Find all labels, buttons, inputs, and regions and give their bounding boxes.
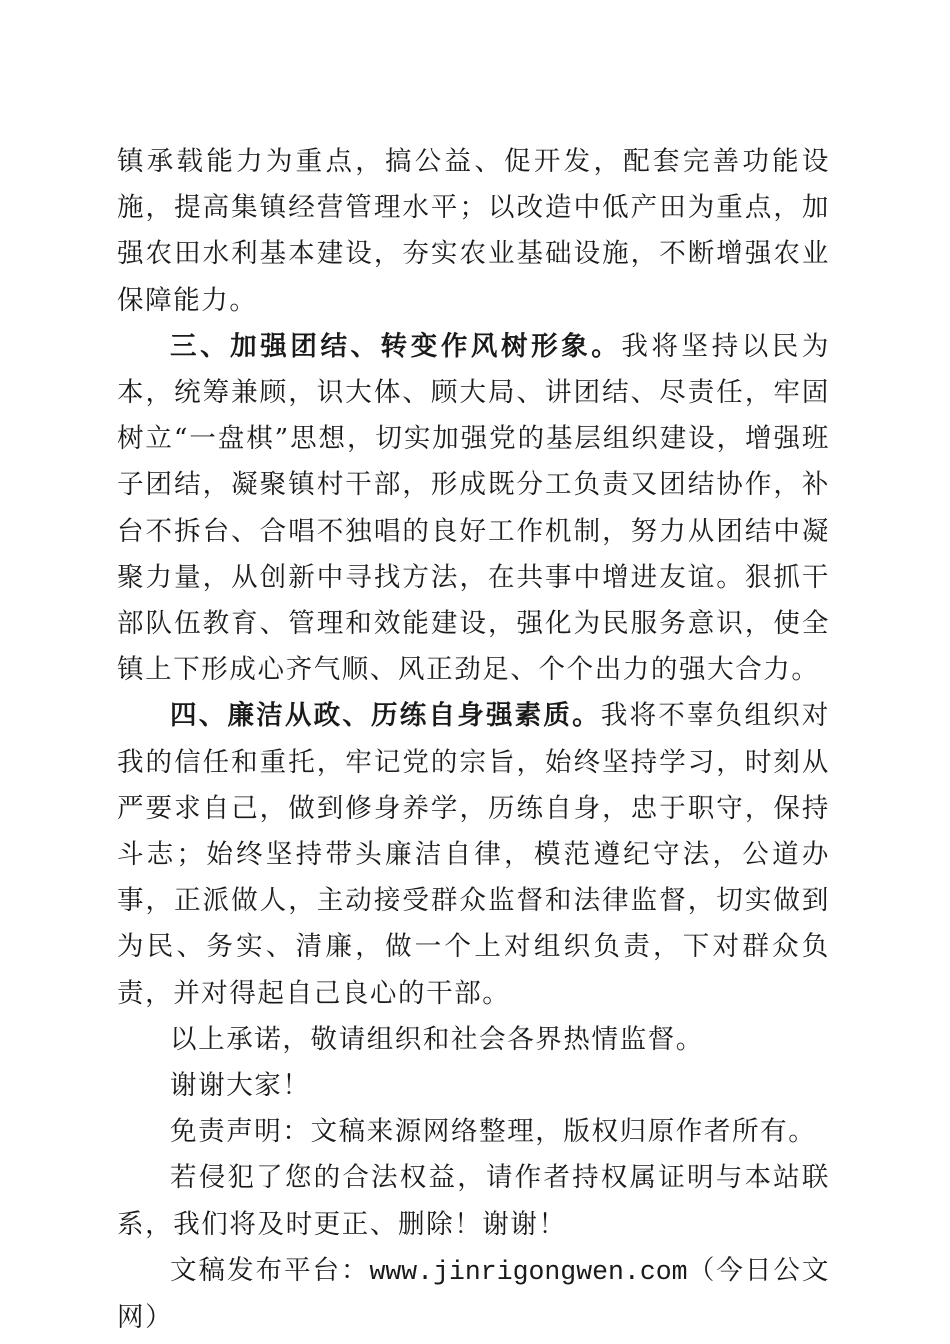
section-4-body: 我将不辜负组织对我的信任和重托，牢记党的宗旨，始终坚持学习，时刻从严要求自己，做到修身养学，历练自身，忠于职守，保持斗志；始终坚持带头廉洁自律，模范遵纪守法，公道办事，正派做人，主动接受群众监督和法律监督，切实做到为民、务实、清廉，做一个上对组织负责，下对群众负责，并对得起自己良心的干部。 <box>117 700 830 1009</box>
platform-url-link[interactable]: www.jinrigongwen.com <box>369 1256 688 1287</box>
paragraph-continuation: 镇承载能力为重点，搞公益、促开发，配套完善功能设施，提高集镇经营管理水平；以改造中低产田为重点，加强农田水利基本建设，夯实农业基础设施，不断增强农业保障能力。 <box>117 146 830 316</box>
section-3-paragraph <box>117 324 830 694</box>
platform-label: 文稿发布平台： <box>170 1254 370 1286</box>
section-3-heading: 三、加强团结、转变作风树形象。 <box>170 330 622 362</box>
section-3-body: 我将坚持以民为本，统筹兼顾，识大体、顾大局、讲团结、尽责任，牢固树立“一盘棋”思想，切实加强党的基层组织建设，增强班子团结，凝聚镇村干部，形成既分工负责又团结协作，补台不拆台、合唱不独唱的良好工作机制，努力从团结中凝聚力量，从创新中寻找方法，在共事中增进友谊。狠抓干部队伍教育、管理和效能建设，强化为民服务意识，使全镇上下形成心齐气顺、风正劲足、个个出力的强大合力。 <box>117 330 831 686</box>
platform-line <box>117 1248 830 1341</box>
infringement-notice: 若侵犯了您的合法权益，请作者持权属证明与本站联系，我们将及时更正、删除！谢谢！ <box>117 1162 830 1240</box>
section-4-paragraph <box>117 693 830 1016</box>
section-4-heading: 四、廉洁从政、历练自身强素质。 <box>170 700 601 732</box>
platform-site-name: （今日公文网） <box>117 1254 831 1334</box>
closing-line: 以上承诺，敬请组织和社会各界热情监督。 <box>170 1023 704 1055</box>
document-page <box>117 139 830 1341</box>
disclaimer-line: 免责声明：文稿来源网络整理，版权归原作者所有。 <box>170 1116 817 1148</box>
thanks-line: 谢谢大家！ <box>170 1070 311 1102</box>
